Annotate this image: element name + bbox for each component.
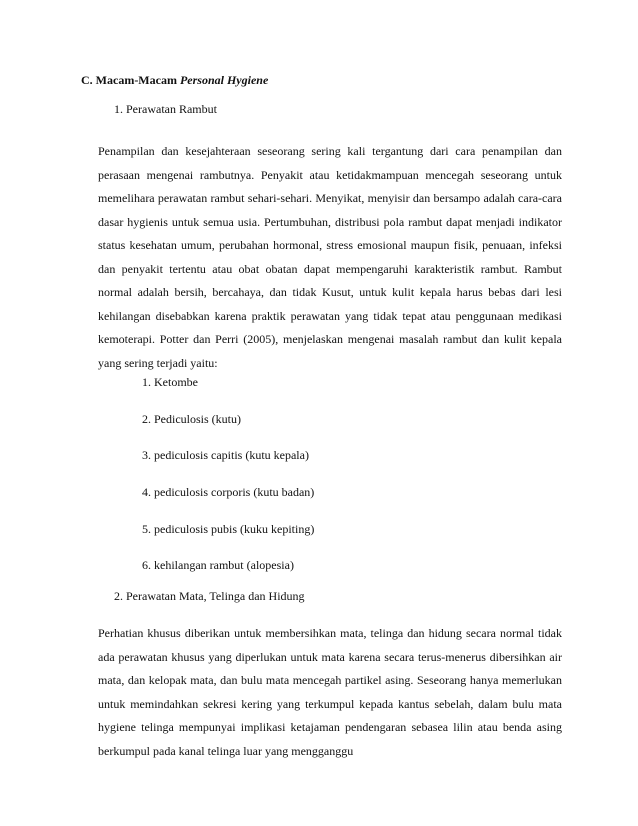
list-item: 6. kehilangan rambut (alopesia) — [142, 558, 294, 573]
paragraph-eye-ear-nose-care: Perhatian khusus diberikan untuk membersihkan mata, telinga dan hidung secara normal tidak ada perawatan khusus yang diperlukan untuk mata karena secara terus-menerus dibersihkan air mata, dan kelopak mata, dan bulu mata mencegah partikel asing. Seseorang hanya memerlukan untuk memindahkan sekresi kering yang terkumpul kepada kantus sebelah, dalam bulu mata hygiene telinga mempunyai implikasi ketajaman pendengaran sebasea lilin atau benda asing berkumpul pada kanal telinga luar yang mengganggu — [98, 626, 562, 758]
paragraph-hair-care: Penampilan dan kesejahteraan seseorang sering kali tergantung dari cara penampilan dan perasaan mengenai rambutnya. Penyakit atau ketidakmampuan mencegah seseorang untuk memelihara perawatan rambut sehari-sehari. Menyikat, menyisir dan bersampo adalah cara-cara dasar hygienis untuk semua usia. Pertumbuhan, distribusi pola rambut dapat menjadi indikator status kesehatan umum, perubahan hormonal, stress emosional maupun fisik, penuaan, infeksi dan penyakit tertentu atau obat obatan dapat mempengaruhi karakteristik rambut. Rambut normal adalah bersih, bercahaya, dan tidak Kusut, untuk kulit kepala harus bebas dari lesi kehilangan disebabkan karena praktik perawatan yang tidak tepat atau penggunaan medikasi kemoterapi. Potter dan Perri (2005), menjelaskan mengenai masalah rambut dan kulit kepala yang sering terjadi yaitu: — [98, 144, 562, 370]
subsection-title-hair-care: 1. Perawatan Rambut — [114, 102, 217, 116]
subsection-title-eye-ear-nose-care: 2. Perawatan Mata, Telinga dan Hidung — [114, 589, 305, 603]
section-heading-prefix: C. Macam-Macam — [81, 73, 180, 87]
section-heading — [81, 73, 268, 88]
section-heading-italic: Personal Hygiene — [179, 73, 269, 87]
list-item: 2. Pediculosis (kutu) — [142, 411, 241, 426]
hair-problems-list — [142, 375, 314, 595]
list-item: 3. pediculosis capitis (kutu kepala) — [142, 448, 309, 463]
list-item: 5. pediculosis pubis (kuku kepiting) — [142, 521, 315, 536]
list-item: 4. pediculosis corporis (kutu badan) — [142, 485, 315, 500]
list-item: 1. Ketombe — [142, 375, 198, 389]
